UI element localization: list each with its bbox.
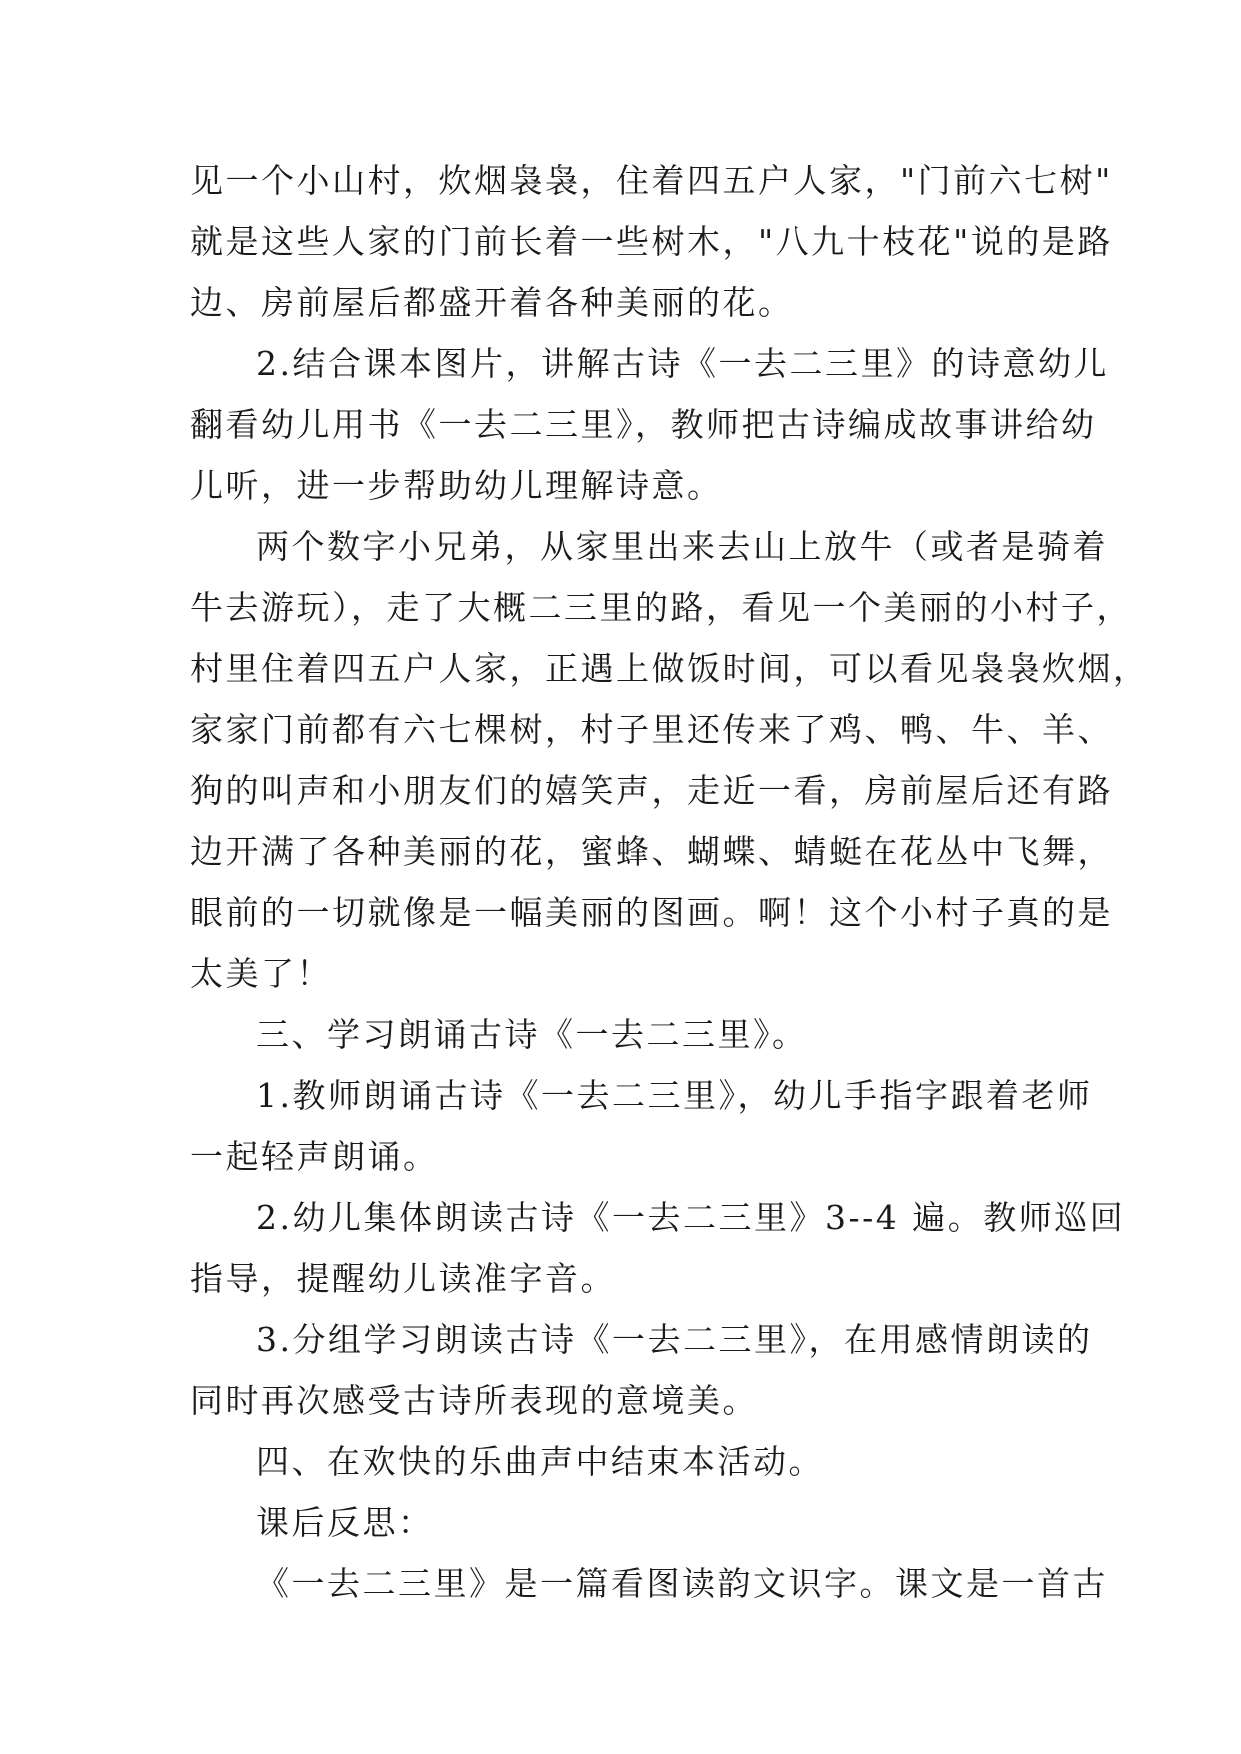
section-heading: 三、学习朗诵古诗《一去二三里》。 <box>256 1015 808 1054</box>
text-line: 太美了！ <box>190 954 332 993</box>
paragraph-start-line: 2.结合课本图片，讲解古诗《一去二三里》的诗意幼儿 <box>256 344 1109 383</box>
paragraph-start-line: 3.分组学习朗读古诗《一去二三里》，在用感情朗读的 <box>256 1320 1093 1359</box>
section-heading: 课后反思： <box>256 1503 434 1542</box>
paragraph-start-line: 两个数字小兄弟，从家里出来去山上放牛（或者是骑着 <box>256 527 1108 566</box>
text-line: 边、房前屋后都盛开着各种美丽的花。 <box>190 283 794 322</box>
text-line: 村里住着四五户人家，正遇上做饭时间，可以看见袅袅炊烟， <box>190 649 1149 688</box>
paragraph-start-line: 2.幼儿集体朗读古诗《一去二三里》3--4 遍。教师巡回 <box>256 1198 1126 1237</box>
paragraph-start-line: 《一去二三里》是一篇看图读韵文识字。课文是一首古 <box>256 1564 1108 1603</box>
text-line: 一起轻声朗诵。 <box>190 1137 439 1176</box>
text-line: 边开满了各种美丽的花，蜜蜂、蝴蝶、蜻蜓在花丛中飞舞， <box>190 832 1113 871</box>
text-line: 狗的叫声和小朋友们的嬉笑声，走近一看，房前屋后还有路 <box>190 771 1113 810</box>
text-line: 就是这些人家的门前长着一些树木，"八九十枝花"说的是路 <box>190 222 1113 261</box>
text-line: 见一个小山村，炊烟袅袅，住着四五户人家，"门前六七树" <box>190 161 1113 200</box>
text-line: 翻看幼儿用书《一去二三里》，教师把古诗编成故事讲给幼 <box>190 405 1097 444</box>
text-line: 眼前的一切就像是一幅美丽的图画。啊！这个小村子真的是 <box>190 893 1113 932</box>
text-line: 家家门前都有六七棵树，村子里还传来了鸡、鸭、牛、羊、 <box>190 710 1113 749</box>
paragraph-start-line: 1.教师朗诵古诗《一去二三里》，幼儿手指字跟着老师 <box>256 1076 1093 1115</box>
text-line: 同时再次感受古诗所表现的意境美。 <box>190 1381 758 1420</box>
text-line: 儿听，进一步帮助幼儿理解诗意。 <box>190 466 723 505</box>
document-body <box>190 150 1149 1614</box>
text-line: 指导，提醒幼儿读准字音。 <box>190 1259 616 1298</box>
section-heading: 四、在欢快的乐曲声中结束本活动。 <box>256 1442 824 1481</box>
text-line: 牛去游玩），走了大概二三里的路，看见一个美丽的小村子， <box>190 588 1132 627</box>
